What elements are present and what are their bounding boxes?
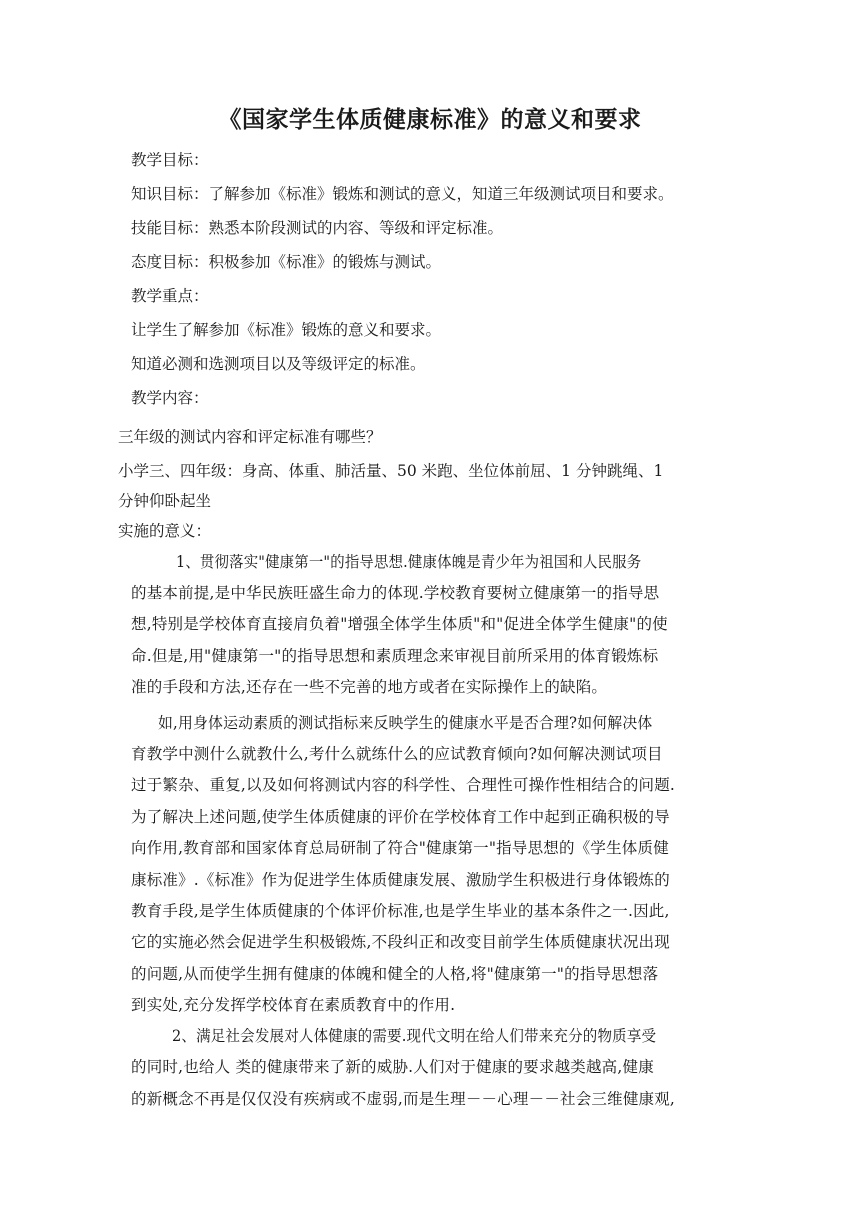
paragraph-2-line: 过于繁杂、重复,以及如何将测试内容的科学性、合理性可操作性相结合的问题. [131,776,676,794]
paragraph-2-line: 为了解决上述问题,使学生体质健康的评价在学校体育工作中起到正确积极的导 [131,808,670,826]
paragraph-2-line: 到实处,充分发挥学校体育在素质教育中的作用. [131,996,456,1014]
paragraph-1-line: 想,特别是学校体育直接肩负着"增强全体学生体质"和"促进全体学生健康"的使 [131,615,668,633]
question-line: 三年级的测试内容和评定标准有哪些？ [118,428,382,446]
paragraph-3-line: 的同时,也给人 类的健康带来了新的威胁.人们对于健康的要求越类越高,健康 [131,1058,654,1076]
paragraph-2-line: 向作用,教育部和国家体育总局研制了符合"健康第一"指导思想的《学生体质健 [131,839,669,857]
key-points-heading: 教学重点： [131,287,209,305]
paragraph-1-line: 命.但是,用"健康第一"的指导思想和素质理念来审视目前所采用的体育锻炼标 [131,647,659,665]
paragraph-2-line: 育教学中测什么就教什么,考什么就练什么的应试教育倾向?如何解决测试项目 [131,745,663,763]
paragraph-3-line: 的新概念不再是仅仅没有疾病或不虚弱,而是生理－－心理－－社会三维健康观, [131,1090,676,1108]
paragraph-1-line: 准的手段和方法,还存在一些不完善的地方或者在实际操作上的缺陷。 [131,678,608,696]
grade-items-line-1: 小学三、四年级：身高、体重、肺活量、50 米跑、坐位体前屈、1 分钟跳绳、1 [118,462,664,480]
paragraph-1-line: 的基本前提,是中华民族旺盛生命力的体现.学校教育要树立健康第一的指导思 [131,584,660,602]
objectives-heading: 教学目标： [131,151,209,169]
paragraph-1-line: 1、贯彻落实"健康第一"的指导思想.健康体魄是青少年为祖国和人民服务 [176,553,642,571]
paragraph-2-line: 它的实施必然会促进学生积极锻炼,不段纠正和改变目前学生体质健康状况出现 [131,933,670,951]
content-heading: 教学内容： [131,389,209,407]
paragraph-2-line: 康标准》.《标准》作为促进学生体质健康发展、激励学生积极进行身体锻炼的 [131,871,670,889]
skill-goal: 技能目标：熟悉本阶段测试的内容、等级和评定标准。 [131,219,504,237]
paragraph-2-line: 教育手段,是学生体质健康的个体评价标准,也是学生毕业的基本条件之一.因此, [131,902,670,920]
grade-items-line-2: 分钟仰卧起坐 [118,492,212,510]
paragraph-2-line: 如,用身体运动素质的测试指标来反映学生的健康水平是否合理?如何解决体 [158,714,653,732]
knowledge-goal: 知识目标：了解参加《标准》锻炼和测试的意义，知道三年级测试项目和要求。 [131,185,674,203]
paragraph-3-line: 2、满足社会发展对人体健康的需要.现代文明在给人们带来充分的物质享受 [172,1027,657,1045]
key-point-1: 让学生了解参加《标准》锻炼的意义和要求。 [131,321,442,339]
document-title: 《国家学生体质健康标准》的意义和要求 [218,107,642,133]
key-point-2: 知道必测和选测项目以及等级评定的标准。 [131,355,426,373]
paragraph-2-line: 的问题,从而使学生拥有健康的体魄和健全的人格,将"健康第一"的指导思想落 [131,965,659,983]
significance-heading: 实施的意义： [118,522,212,540]
attitude-goal: 态度目标：积极参加《标准》的锻炼与测试。 [131,253,442,271]
